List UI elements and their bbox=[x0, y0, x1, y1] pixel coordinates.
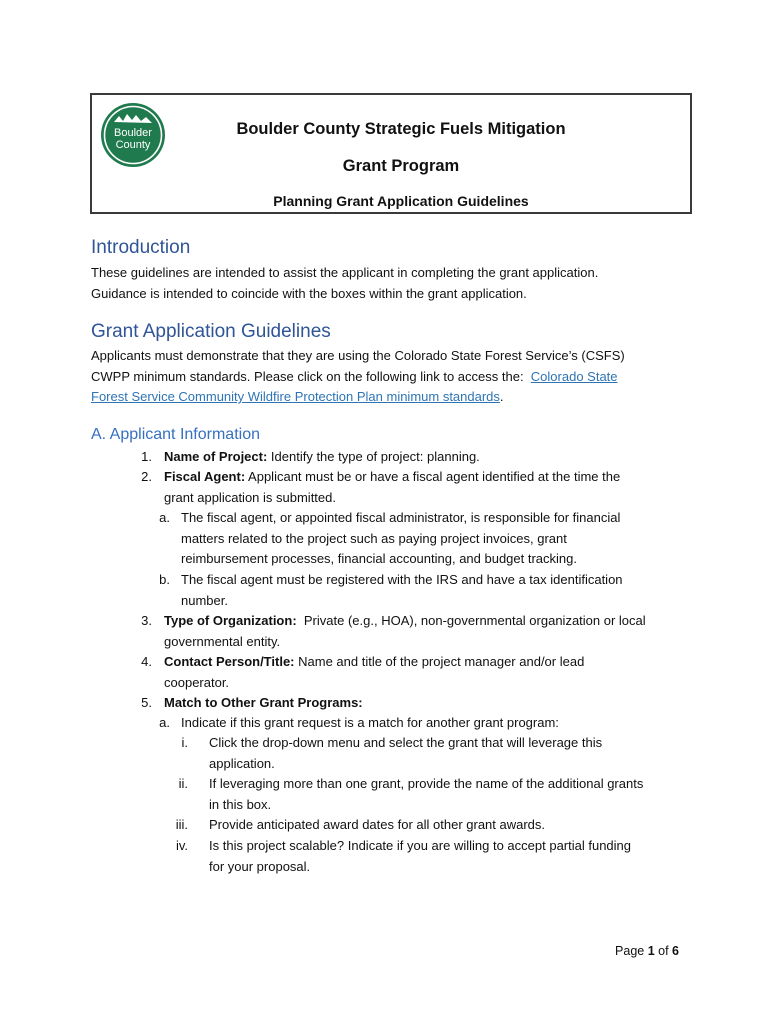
roman-list-text bbox=[209, 733, 602, 774]
svg-text:Boulder: Boulder bbox=[114, 127, 152, 139]
list-label: Match to Other Grant Programs: bbox=[164, 695, 363, 710]
sub-list-text bbox=[181, 570, 623, 611]
guidelines-heading: Grant Application Guidelines bbox=[91, 321, 331, 342]
sub-list-line: matters related to the project such as paying project invoices, grant bbox=[181, 530, 567, 546]
csfs-cwpp-link[interactable]: Colorado State bbox=[530, 368, 618, 384]
sub-list-letter: b. bbox=[159, 572, 170, 587]
document-title-line1: Boulder County Strategic Fuels Mitigation bbox=[236, 120, 566, 138]
list-number: 4. bbox=[141, 654, 152, 669]
csfs-cwpp-link-continued[interactable]: Forest Service Community Wildfire Protection Plan minimum standards bbox=[91, 389, 500, 404]
roman-list-text bbox=[209, 774, 643, 815]
page-label: Page bbox=[615, 944, 648, 958]
list-number: 2. bbox=[141, 469, 152, 484]
sub-list-line: The fiscal agent must be registered with the IRS and have a tax identification bbox=[181, 572, 623, 587]
list-label: Contact Person/Title: bbox=[164, 654, 295, 669]
list-number: 1. bbox=[141, 449, 152, 464]
list-label: Name of Project: bbox=[164, 449, 268, 464]
introduction-line: These guidelines are intended to assist the applicant in completing the grant application. bbox=[91, 265, 599, 280]
sub-list-line: number. bbox=[181, 592, 228, 608]
list-text bbox=[164, 693, 363, 714]
list-body: Private (e.g., HOA), non-governmental organization or local bbox=[296, 613, 646, 628]
roman-list-line: Is this project scalable? Indicate if you are willing to accept partial funding bbox=[209, 838, 632, 853]
document-title-line2: Grant Program bbox=[342, 157, 460, 175]
list-body: Identify the type of project: planning. bbox=[267, 449, 480, 464]
guidelines-line bbox=[91, 387, 691, 408]
list-text bbox=[164, 467, 620, 508]
sub-list-text bbox=[181, 508, 620, 570]
sub-list-letter: a. bbox=[159, 715, 170, 730]
introduction-line: Guidance is intended to coincide with the boxes within the grant application. bbox=[91, 285, 527, 301]
of-label: of bbox=[654, 944, 673, 958]
introduction-paragraph bbox=[91, 263, 691, 304]
list-label: Type of Organization: bbox=[164, 613, 297, 628]
guidelines-line bbox=[91, 367, 691, 388]
list-body: Applicant must be or have a fiscal agent identified at the time the bbox=[245, 469, 621, 484]
page-number bbox=[615, 943, 679, 959]
sub-list-text: Indicate if this grant request is a match for another grant program: bbox=[181, 715, 559, 730]
list-number: 3. bbox=[141, 613, 152, 628]
sub-list-letter: a. bbox=[159, 510, 170, 525]
roman-list-line: application. bbox=[209, 755, 275, 771]
roman-list-line: Click the drop-down menu and select the grant that will leverage this bbox=[209, 735, 603, 750]
roman-list-line: If leveraging more than one grant, provide the name of the additional grants bbox=[209, 776, 644, 791]
roman-list-line: Provide anticipated award dates for all other grant awards. bbox=[209, 817, 546, 832]
current-page: 1 bbox=[647, 944, 655, 958]
roman-list-line: for your proposal. bbox=[209, 858, 311, 874]
list-body: grant application is submitted. bbox=[164, 489, 336, 505]
roman-numeral: ii. bbox=[178, 776, 188, 791]
list-text bbox=[164, 447, 480, 468]
document-subtitle: Planning Grant Application Guidelines bbox=[273, 193, 529, 209]
list-body: governmental entity. bbox=[164, 633, 281, 649]
guidelines-line-text: CWPP minimum standards. Please click on the following link to access the: bbox=[91, 368, 524, 384]
list-label: Fiscal Agent: bbox=[164, 469, 246, 484]
list-text bbox=[164, 611, 646, 652]
guidelines-line: Applicants must demonstrate that they are using the Colorado State Forest Service’s (CSFS) bbox=[91, 348, 625, 363]
sub-list-line: The fiscal agent, or appointed fiscal administrator, is responsible for financial bbox=[181, 510, 621, 525]
document-header bbox=[90, 93, 692, 214]
sub-list-line: reimbursement processes, financial accounting, and budget tracking. bbox=[181, 551, 577, 566]
roman-list-text bbox=[209, 836, 631, 877]
list-body: cooperator. bbox=[164, 674, 230, 690]
list-body: Name and title of the project manager and/or lead bbox=[294, 654, 585, 669]
guidelines-paragraph bbox=[91, 346, 691, 408]
roman-numeral: i. bbox=[181, 735, 188, 750]
introduction-heading: Introduction bbox=[91, 237, 191, 258]
list-text bbox=[164, 652, 584, 693]
total-pages: 6 bbox=[672, 944, 679, 958]
guidelines-period: . bbox=[499, 389, 504, 404]
roman-numeral: iv. bbox=[175, 838, 188, 853]
roman-numeral: iii. bbox=[175, 817, 188, 832]
applicant-information-heading: A. Applicant Information bbox=[91, 426, 260, 443]
roman-list-text bbox=[209, 815, 545, 836]
roman-list-line: in this box. bbox=[209, 796, 272, 812]
svg-text:County: County bbox=[115, 139, 151, 151]
list-number: 5. bbox=[141, 695, 152, 710]
